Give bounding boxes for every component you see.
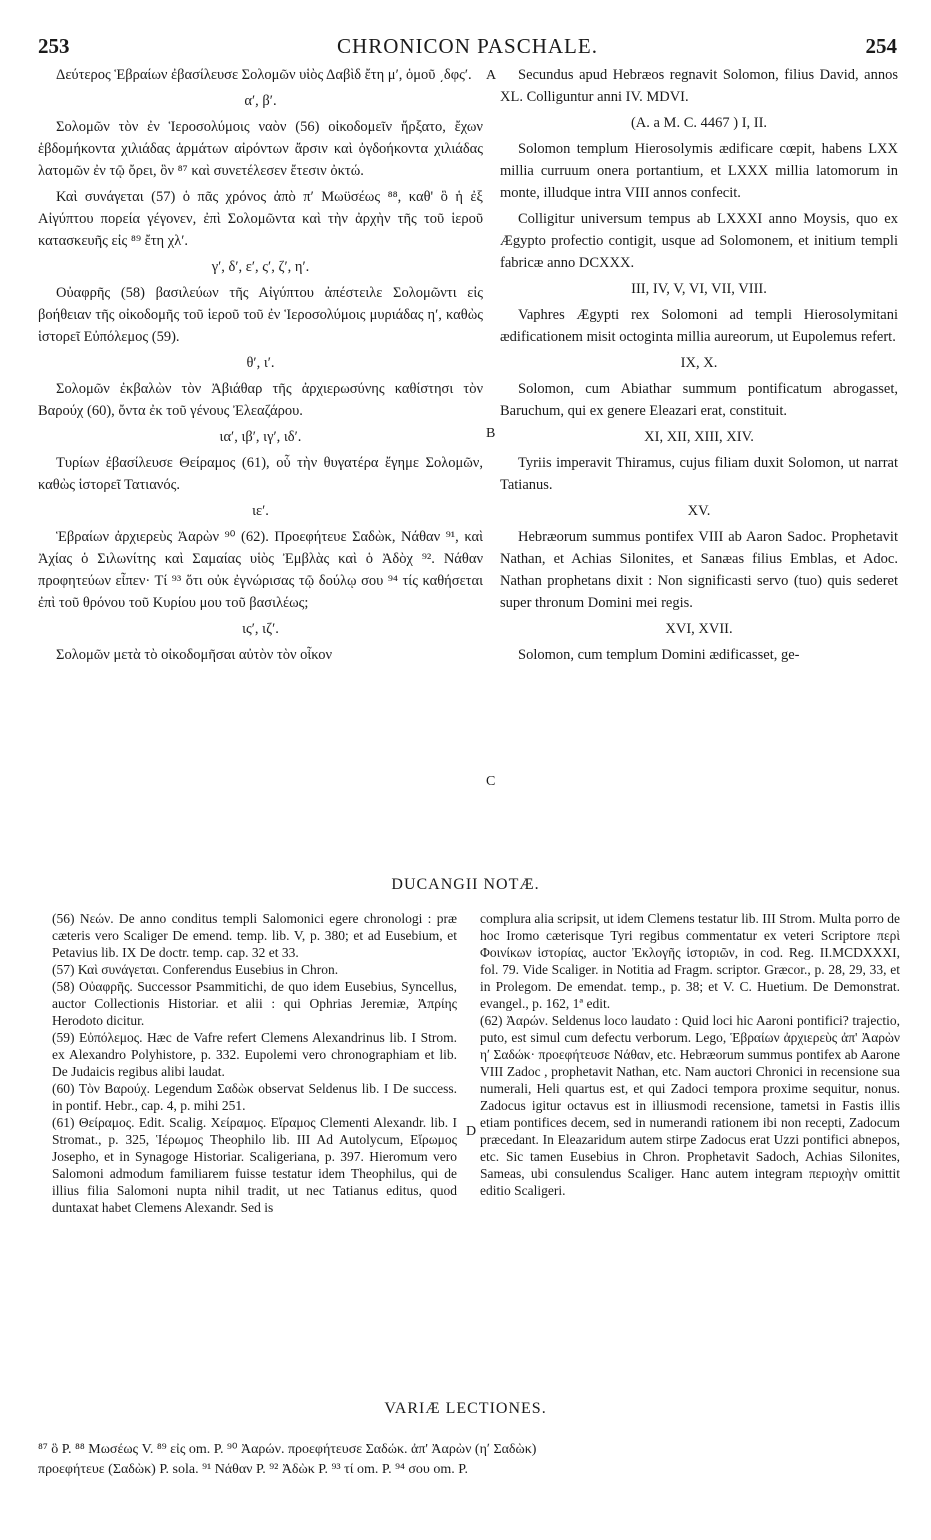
latin-text-column	[500, 64, 898, 670]
latin-paragraph: Tyriis imperavit Thiramus, cujus filiam duxit Solomon, ut narrat Tatianus.	[500, 455, 898, 493]
latin-section-number: XI, XII, XIII, XIV.	[644, 429, 754, 445]
latin-paragraph: Solomon templum Hierosolymis ædificare cœpit, habens LXX millia curruum onera portantium, et LXXX millia latomorum in monte, illudque intra VIII annos confecit.	[500, 141, 898, 201]
latin-section-number: (A. a M. C. 4467 ) I, II.	[630, 115, 768, 131]
variae-heading: VARIÆ LECTIONES.	[384, 1400, 547, 1417]
page-number-right: 254	[865, 34, 897, 58]
greek-paragraph: Ἑβραίων ἀρχιερεὺς Ἀαρὼν ⁹⁰ (62). Προεφήτευε Σαδὼκ, Νάθαν ⁹¹, καὶ Ἀχίας ὁ Σιλωνίτης καὶ Σαμαίας υἱὸς Ἐμβλὰς καὶ ὁ Ἀδὸχ ⁹². Νάθαν προφητεύων εἶπεν· Τί ⁹³ ὅτι οὐκ ἐγνώρισας τῷ δούλῳ σου ⁹⁴ τίς καθήσεται ἐπὶ τοῦ θρόνου τοῦ Κυρίου μου τοῦ βασιλέως;	[38, 529, 483, 611]
margin-marker-d: D	[466, 1124, 477, 1139]
latin-section-number: III, IV, V, VI, VII, VIII.	[631, 281, 767, 297]
note-entry: (57) Καὶ συνάγεται. Conferendus Eusebius in Chron.	[52, 962, 339, 977]
latin-paragraph: Vaphres Ægypti rex Solomoni ad templi Hierosolymitani ædificationem misit octoginta millia aureorum, ut Eupolemus refert.	[500, 307, 898, 345]
note-entry: (62) Ἀαρών. Seldenus loco laudato : Quid loci hic Aaroni pontifici? trajectio, puto, est simul cum defectu verborum. Lego, Ἑβραίων ἀρχιερεὺς ἀπ' Ἀαρὼν ηʹ Σαδώκ· προεφήτευσε Νάθαν, etc. Hebræorum summus pontifex ab Aarone VIII Zadoc , prophetavit Nathan, etc. Nam auctori Chronici in recensione sua numerali, Heli quartus est, et qui Zadoci tempora proxime sequitur, nonus. Zadocus igitur octavus est in illiusmodi recensione, tametsi in Fastis illis etiam pontifices decem, sed in numerandi rationem ibi non recepti, Zadocum præcedant. In Eleazaridum autem stirpe Zadocus erat Uzzi pontifici abnepos, etc. Sic tamen Eusebius in Chron. Prophetavit Sadoch, Achias Silonites, Sameas, ubi consulendus Scaliger. Hanc autem integram περιοχὴν omittit editio Scaligeri.	[480, 1013, 900, 1198]
greek-paragraph: Οὐαφρῆς (58) βασιλεύων τῆς Αἰγύπτου ἀπέστειλε Σολομῶντι εἰς βοήθειαν τῆς οἰκοδομῆς τοῦ ἱεροῦ τοῦ ἐν Ἱεροσολύμοις μυριάδας ηʹ, καθὼς ἱστορεῖ Εὐπόλεμος (59).	[38, 285, 483, 345]
variant-reading-line: προεφήτευε (Σαδὼκ) P. sola. ⁹¹ Νάθαν P. ⁹² Ἀδὼκ P. ⁹³ τί om. P. ⁹⁴ σου om. P.	[38, 1462, 468, 1477]
latin-paragraph: Hebræorum summus pontifex VIII ab Aaron Sadoc. Prophetavit Nathan, et Achias Silonites, et Sanæas filius Emblas, et Adoc. Nathan prophetans dixit : Non significasti servo (tuo) quis sederet super thronum Domini mei regis.	[500, 529, 898, 611]
margin-marker-a: A	[486, 68, 497, 83]
greek-paragraph: Σολομῶν μετὰ τὸ οἰκοδομῆσαι αὐτὸν τὸν οἶκον	[56, 647, 333, 663]
greek-text-column	[38, 64, 483, 670]
latin-paragraph: Colligitur universum tempus ab LXXXI anno Moysis, quo ex Ægypto profectio contigit, usque ad Solomonem, et initium templi fabricæ anno DCXXX.	[500, 211, 898, 271]
page-number-left: 253	[38, 34, 70, 58]
latin-paragraph: Solomon, cum Abiathar summum pontificatum abrogasset, Baruchum, qui ex genere Eleazari erat, constituit.	[500, 381, 898, 419]
note-entry: (58) Οὐαφρῆς. Successor Psammitichi, de quo idem Eusebius, Syncellus, auctor Collectionis Historiar. et alii : qui Ophrias Jeremiæ, Ἀπρίης Herodoto dicitur.	[52, 979, 457, 1028]
greek-section-number: αʹ, βʹ.	[244, 93, 277, 109]
note-entry: (61) Θείραμος. Edit. Scalig. Χείραμος. Εἴραμος Clementi Alexandr. lib. I Stromat., p. 325, Ἱέρωμος Theophilo lib. III Ad Autolycum, Εἴρωμος Josepho, et in Synagoge Historiar. Scaligeriana, p. 397. Hieromum vero Salomoni admodum familiarem fuisse testatur idem Theophilus, qui de illius filia Salomoni nupta nihil tradit, ut nec Tatianus editus, quod duntaxat habet Clemens Alexandr. Sed is	[52, 1115, 457, 1215]
greek-paragraph: Καὶ συνάγεται (57) ὁ πᾶς χρόνος ἀπὸ πʹ Μωϋσέως ⁸⁸, καθ' ὃ ἡ ἐξ Αἰγύπτου πορεία γέγονεν, ἐπὶ Σολομῶντα καὶ τὴν ἀρχὴν τῆς τοῦ ἱεροῦ κατασκευῆς εἰς ⁸⁹ ἔτη χλʹ.	[38, 189, 483, 249]
notes-heading: DUCANGII NOTÆ.	[391, 876, 540, 893]
margin-marker-c: C	[486, 774, 496, 789]
margin-marker-b: B	[486, 426, 496, 441]
greek-paragraph: Τυρίων ἐβασίλευσε Θείραμος (61), οὗ τὴν θυγατέρα ἔγημε Σολομῶν, καθὼς ἱστορεῖ Τατιανός.	[38, 455, 483, 493]
greek-section-number: ιεʹ.	[252, 503, 269, 519]
running-header	[38, 34, 897, 60]
variae-lectiones	[38, 1440, 897, 1480]
greek-section-number: ιςʹ, ιζʹ.	[242, 621, 279, 637]
latin-paragraph: Secundus apud Hebræos regnavit Solomon, filius David, annos XL. Colliguntur anni IV. MDVI.	[500, 67, 898, 105]
latin-section-number: XVI, XVII.	[665, 621, 733, 637]
running-title: CHRONICON PASCHALE.	[337, 34, 598, 58]
greek-paragraph: Σολομῶν τὸν ἐν Ἱεροσολύμοις ναὸν (56) οἰκοδομεῖν ἤρξατο, ἔχων ἑβδομήκοντα χιλιάδας ἁρμάτων αἰρόντων ἄρσιν καὶ ὀγδοήκοντα χιλιάδας λατομῶν ἐν τῷ ὄρει, ὃν ⁸⁷ καὶ συνετέλεσεν ἔτεσιν ὀκτώ.	[38, 119, 483, 179]
greek-section-number: ιαʹ, ιβʹ, ιγʹ, ιδʹ.	[219, 429, 302, 445]
greek-section-number: θʹ, ιʹ.	[246, 355, 275, 371]
variant-reading-line: ⁸⁷ ὃ P. ⁸⁸ Μωσέως V. ⁸⁹ εἰς om. P. ⁹⁰ Ἀαρών. προεφήτευσε Σαδώκ. ἀπ' Ἀαρὼν (ηʹ Σαδὼκ)	[38, 1442, 537, 1457]
note-entry: (56) Νεών. De anno conditus templi Salomonici egere chronologi : præ cæteris vero Scaliger De emend. temp. lib. V, p. 380; et ad Eusebium, et Petavius lib. IX De doctr. temp. cap. 32 et 33.	[52, 911, 457, 960]
greek-section-number: γʹ, δʹ, εʹ, ςʹ, ζʹ, ηʹ.	[211, 259, 310, 275]
latin-section-number: IX, X.	[680, 355, 718, 371]
notes-left-column	[52, 910, 457, 1216]
note-entry: (60) Τὸν Βαρούχ. Legendum Σαδὼκ observat Seldenus lib. I De success. in pontif. Hebr., cap. 4, p. mihi 251.	[52, 1081, 457, 1113]
greek-paragraph: Δεύτερος Ἑβραίων ἐβασίλευσε Σολομῶν υἱὸς Δαβὶδ ἔτη μʹ, ὁμοῦ ͵δφςʹ.	[56, 67, 472, 83]
latin-paragraph: Solomon, cum templum Domini ædificasset, ge-	[518, 647, 800, 663]
latin-section-number: XV.	[687, 503, 711, 519]
note-entry: (59) Εὐπόλεμος. Hæc de Vafre refert Clemens Alexandrinus lib. I Strom. ex Alexandro Polyhistore, p. 332. Eupolemi vero chronographiam et lib. De Judaicis regibus alibi laudat.	[52, 1030, 457, 1079]
notes-right-column	[480, 910, 900, 1199]
note-entry: complura alia scripsit, ut idem Clemens testatur lib. III Strom. Multa porro de hoc Iromo cæterisque Tyri regibus commentatur ex veteri Scriptore περὶ Φοινίκων ἱστορίας, auctor Ἐκλογῆς ἱστοριῶν, in cod. Reg. II.MCDXXXI, fol. 79. Vide Scaliger. in Notitia ad Fragm. scriptor. Græcor., p. 28, 29, 33, et in Prolegom. De emendat. temp., p. 38; et V. C. Huetium. De Demonstrat. evangel., p. 162, 1ª edit.	[480, 911, 900, 1011]
greek-paragraph: Σολομῶν ἐκβαλὼν τὸν Ἀβιάθαρ τῆς ἀρχιερωσύνης καθίστησι τὸν Βαρούχ (60), ὄντα ἐκ τοῦ γένους Ἐλεαζάρου.	[38, 381, 483, 419]
